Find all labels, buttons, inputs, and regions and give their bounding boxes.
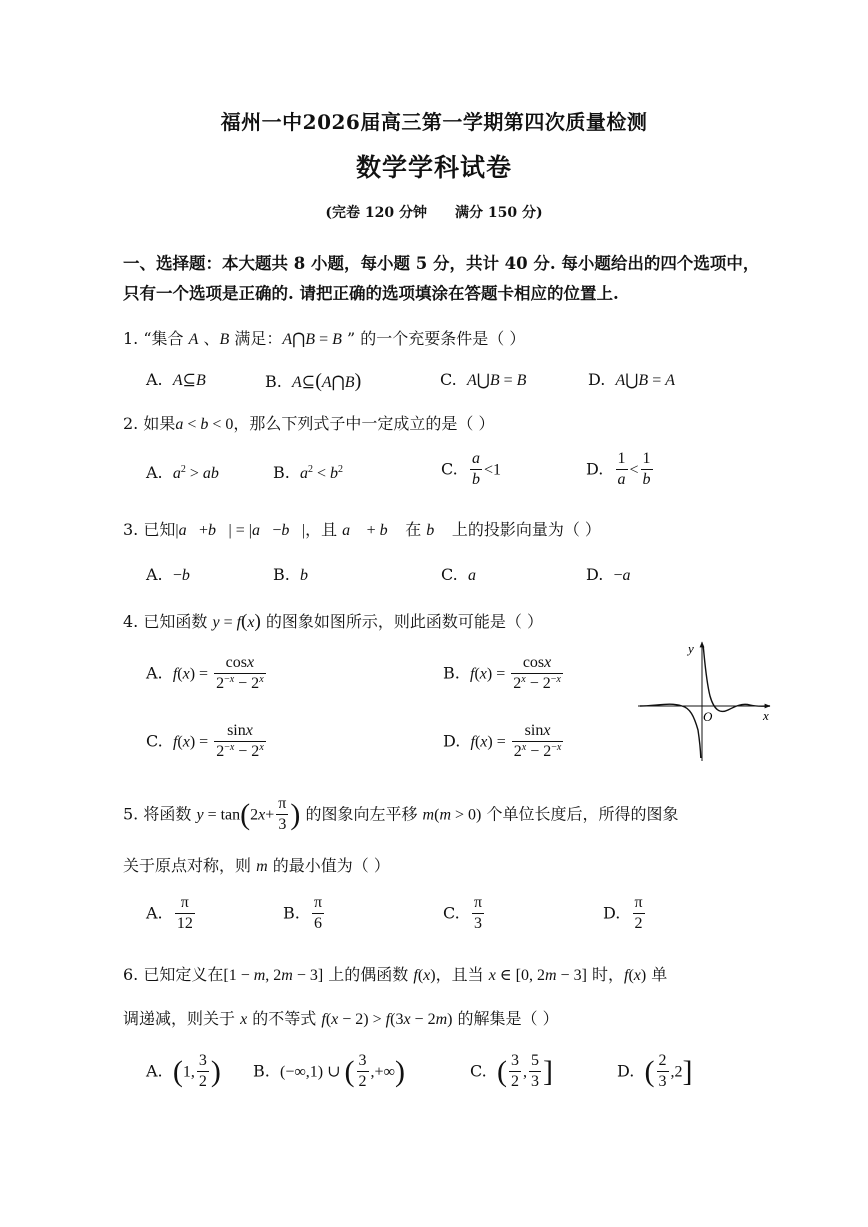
question-4-option-c[interactable]: C. f(x) = $\frac{\sin x}{2^{-x} - 2^x}$	[146, 722, 264, 761]
question-1-option-d[interactable]: D. A⋃B = A	[588, 370, 676, 389]
question-6-stem-line2: 调递减，则关于 x 的不等式 f(x − 2) > f(3x − 2m) 的解集是（ ）	[123, 1009, 559, 1028]
question-2-option-b[interactable]: B. $a^2 < b^2$	[273, 463, 344, 482]
question-3-stem: 3. 已知|a⃗+b⃗| = |a⃗−b⃗|，且 a⃗ + b⃗ 在 b⃗ 上的投影向量为（ ）	[123, 520, 601, 539]
exam-subject: 数学学科试卷	[355, 153, 512, 182]
question-6-option-d[interactable]: D. ( $\frac{2}{3}$ ,2]	[617, 1052, 693, 1091]
y-axis-label: y	[688, 641, 694, 656]
section-instructions-line1: 一、选择题：本大题共 8 小题，每小题 5 分，共计 40 分. 每小题给出的四个选项中，	[123, 254, 760, 273]
question-4-stem: 4. 已知函数 y = f(x) 的图象如图所示，则此函数可能是（ ）	[123, 611, 543, 632]
question-4-option-a[interactable]: A. f(x) = $\frac{\cos x}{2^{-x} - 2^x}$	[146, 654, 264, 693]
curve-right-branch	[703, 646, 770, 711]
question-6-option-c[interactable]: C. ( $\frac{3}{2}$ , $\frac{5}{3}$ ]	[470, 1052, 553, 1091]
question-5-option-b[interactable]: B. $\frac{\pi}{6}$	[283, 894, 323, 933]
question-3-option-d[interactable]: D. −a⃗	[586, 565, 643, 584]
question-5-option-c[interactable]: C. $\frac{\pi}{3}$	[443, 894, 483, 933]
question-2-option-d[interactable]: D. $\frac{1}{a}$ < $\frac{1}{b}$	[586, 450, 651, 489]
question-5-option-d[interactable]: D. $\frac{\pi}{2}$	[603, 894, 643, 933]
exam-score-note: 满分 150 分)	[455, 205, 543, 221]
question-3-option-b[interactable]: B. b⃗	[273, 565, 321, 584]
question-1-option-b[interactable]: B. A⊆(A⋂B)	[265, 370, 362, 392]
question-6-stem-line1: 6. 已知定义在[1 − m, 2m − 3] 上的偶函数 f(x)，且当 x ∈ [0, 2m − 3] 时，f(x) 单	[123, 965, 668, 984]
curve-left-branch	[640, 704, 701, 758]
question-1-option-c[interactable]: C. A⋃B = B	[440, 370, 527, 389]
origin-label: O	[703, 709, 713, 724]
question-5-stem-line2: 关于原点对称，则 m 的最小值为（ ）	[123, 856, 390, 875]
question-2-option-a[interactable]: A. $a^2$ > ab	[146, 463, 219, 482]
question-5-stem-line1: 5. 将函数 y = tan(2x+ $\frac{\pi}{3}$ ) 的图象向左平移 m(m > 0) 个单位长度后，所得的图象	[123, 795, 679, 834]
question-4-option-b[interactable]: B. f(x) = $\frac{\cos x}{2^x - 2^{-x}}$	[443, 654, 561, 693]
question-1-stem: 1. “集合 A 、B 满足：A⋂B = B ” 的一个充要条件是（ ）	[123, 329, 526, 348]
function-graph	[636, 636, 786, 764]
question-6-option-a[interactable]: A. (1, $\frac{3}{2}$ )	[146, 1052, 221, 1091]
exam-time-note: (完卷 120 分钟	[325, 205, 427, 221]
question-4-option-d[interactable]: D. f(x) = $\frac{\sin x}{2^x - 2^{-x}}$	[443, 722, 562, 761]
question-3-option-c[interactable]: C. a⃗	[441, 565, 489, 584]
question-2-stem: 2. 如果a < b < 0，那么下列式子中一定成立的是（ ）	[123, 414, 495, 433]
question-3-option-a[interactable]: A. −b⃗	[146, 565, 203, 584]
question-2-option-c[interactable]: C. $\frac{a}{b}$ <1	[441, 450, 501, 489]
section-instructions-line2: 只有一个选项是正确的. 请把正确的选项填涂在答题卡相应的位置上.	[123, 284, 619, 303]
question-1-option-a[interactable]: A. A⊆B	[146, 370, 206, 389]
x-axis-label: x	[763, 708, 769, 723]
exam-time-and-score	[0, 202, 868, 222]
question-6-option-b[interactable]: B. (−∞,1) ∪ ( $\frac{3}{2}$ ,+∞)	[253, 1052, 405, 1091]
exam-title: 福州一中2026届高三第一学期第四次质量检测	[220, 110, 648, 134]
question-5-option-a[interactable]: A. $\frac{\pi}{12}$	[146, 894, 193, 933]
